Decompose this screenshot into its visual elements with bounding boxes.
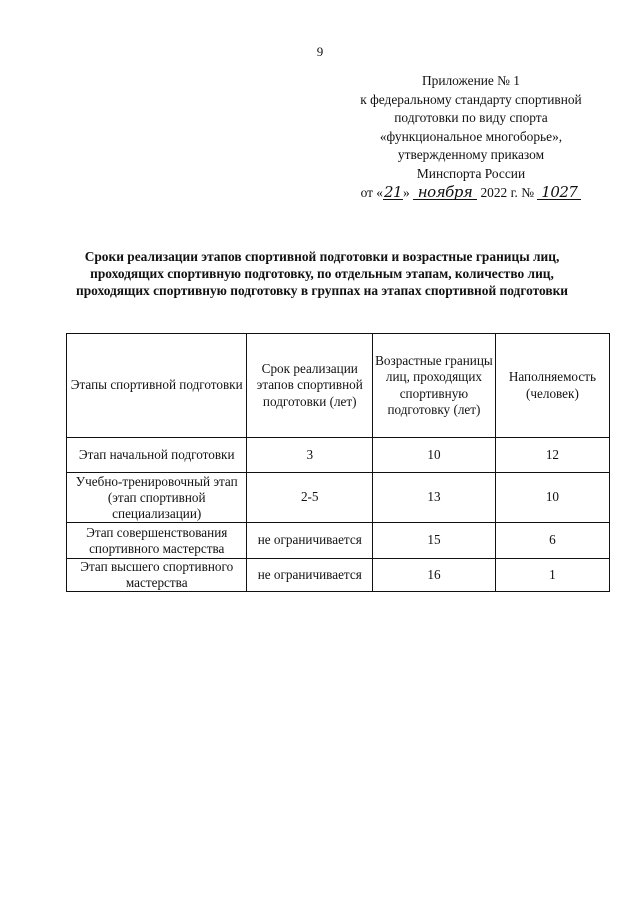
header-stage: Этапы спортивной подготовки (67, 334, 247, 438)
appendix-title: Приложение № 1 (421, 73, 521, 88)
age-cell: 16 (373, 559, 496, 592)
date-mid: » (403, 184, 410, 200)
header-count: Наполняемость (человек) (495, 334, 609, 438)
document-heading: Сроки реализации этапов спортивной подготовки и возрастные границы лиц, проходящих спортивную подготовку, по отдельным этапам, количество лиц, проходящих спортивную подготовку в группах на этапах спортивной подготовки (75, 249, 569, 298)
age-cell: 13 (373, 473, 496, 523)
stage-cell: Этап начальной подготовки (67, 438, 247, 473)
term-cell: не ограничивается (247, 559, 373, 592)
count-cell: 10 (495, 473, 609, 523)
stage-cell: Этап совершенствования спортивного мастерства (67, 523, 247, 559)
term-cell: 2-5 (247, 473, 373, 523)
term-cell: 3 (247, 438, 373, 473)
appendix-block (340, 72, 602, 202)
handwritten-day: 21 (383, 182, 403, 201)
table-row (67, 473, 610, 523)
table-header-row (67, 334, 610, 438)
appendix-line: утвержденному приказом (397, 147, 545, 163)
header-term: Срок реализации этапов спортивной подготовки (лет) (247, 334, 373, 438)
count-cell: 12 (495, 438, 609, 473)
stage-cell: Учебно-тренировочный этап (этап спортивной специализации) (67, 473, 247, 523)
appendix-line: подготовки по виду спорта (394, 110, 548, 126)
appendix-line: к федеральному стандарту спортивной (360, 91, 582, 107)
table-row (67, 523, 610, 559)
age-cell: 10 (373, 438, 496, 473)
stages-table (66, 333, 610, 592)
table-row (67, 438, 610, 473)
handwritten-order-number: 1027 (537, 185, 581, 200)
date-year: 2022 г. № (480, 184, 535, 200)
age-cell: 15 (373, 523, 496, 559)
appendix-line: Минспорта России (416, 165, 526, 181)
page-number: 9 (316, 44, 324, 59)
count-cell: 1 (495, 559, 609, 592)
header-age: Возрастные границы лиц, проходящих спортивную подготовку (лет) (373, 334, 496, 438)
count-cell: 6 (495, 523, 609, 559)
handwritten-month: ноября (413, 185, 477, 200)
table-row (67, 559, 610, 592)
appendix-line: «функциональное многоборье», (379, 128, 563, 144)
term-cell: не ограничивается (247, 523, 373, 559)
date-prefix: от « (360, 184, 384, 200)
order-date-line (340, 184, 602, 203)
stage-cell: Этап высшего спортивного мастерства (67, 559, 247, 592)
